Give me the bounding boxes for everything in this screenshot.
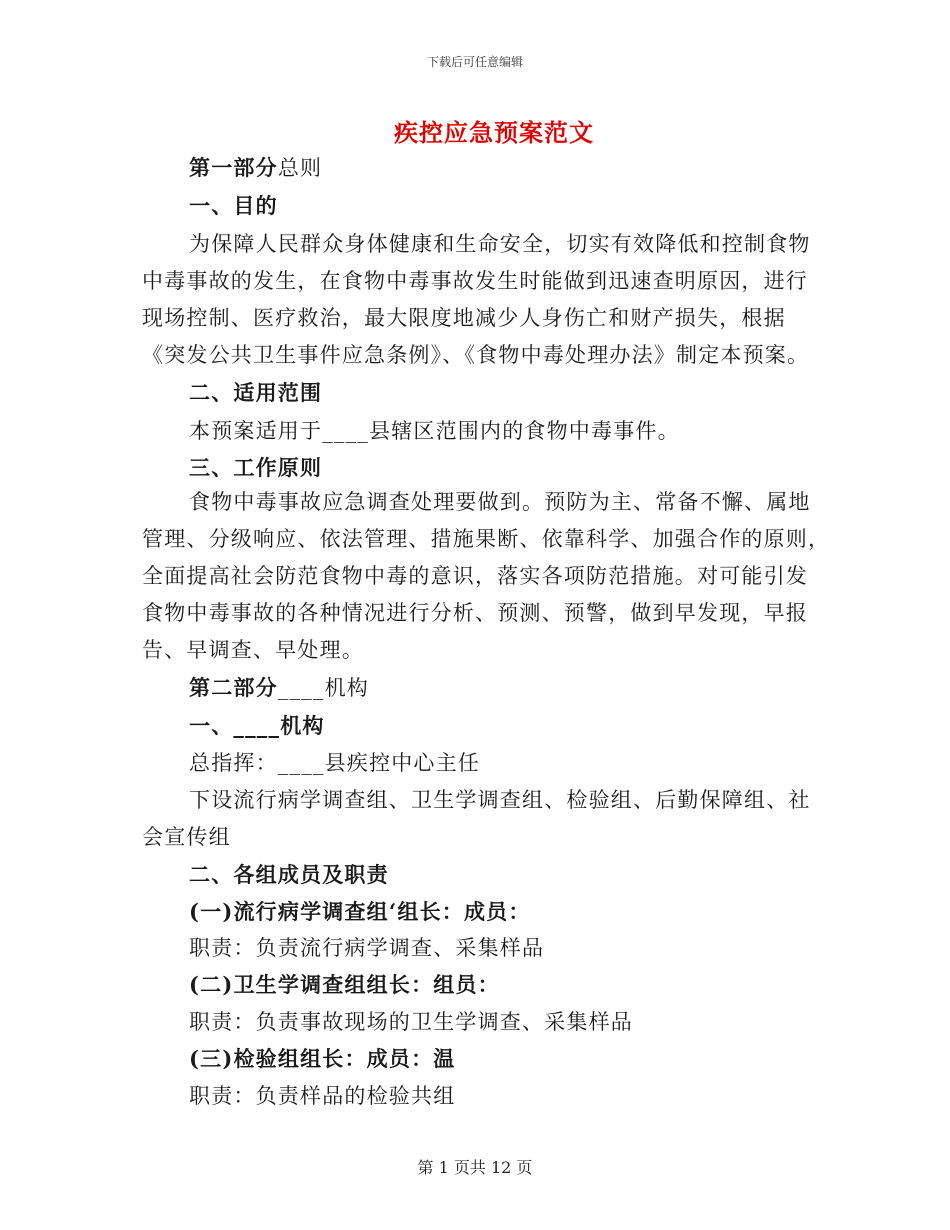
subsection-heading: 一、目的 [189,193,278,218]
paragraph-line: 职责：负责样品的检验共组 [189,1084,456,1108]
paragraph-line: 总指挥：____县疾控中心主任 [189,751,480,775]
paragraph-line: 《突发公共卫生事件应急条例》、《食物中毒处理办法》制定本预案。 [142,343,810,367]
group-heading: (一)流行病学调查组‘组长：成员： [189,899,531,924]
subsection-heading: 二、适用范围 [189,380,323,405]
paragraph-line: 本预案适用于____县辖区范围内的食物中毒事件。 [189,419,680,443]
paragraph-line: 为保障人民群众身体健康和生命安全，切实有效降低和控制食物 [189,232,811,256]
paragraph-line: 食物中毒事故的各种情况进行分析、预测、预警，做到早发现，早报 [142,601,808,625]
page-footer: 第 1 页共 12 页 [417,1158,533,1177]
paragraph-line: 现场控制、医疗救治，最大限度地减少人身伤亡和财产损失，根据 [142,306,786,330]
paragraph-line: 下设流行病学调查组、卫生学调查组、检验组、后勤保障组、社 [189,788,811,812]
paragraph-line: 食物中毒事故应急调查处理要做到。预防为主、常备不懈、属地 [189,490,811,514]
group-heading: (二)卫生学调查组组长：组员： [189,972,500,997]
paragraph-line: 职责：负责流行病学调查、采集样品 [189,936,545,960]
group-heading: (三)检验组组长：成员：温 [189,1046,456,1071]
subsection-heading: 二、各组成员及职责 [189,862,389,887]
paragraph-line: 告、早调查、早处理。 [142,638,364,662]
section-heading: 第一部分总则 [189,155,323,180]
subsection-heading: 一、____机构 [189,713,325,738]
paragraph-line: 管理、分级响应、依法管理、措施果断、依靠科学、加强合作的原则， [142,527,831,551]
page-header: 下载后可任意编辑 [426,55,523,69]
paragraph-line: 全面提高社会防范食物中毒的意识，落实各项防范措施。对可能引发 [142,564,808,588]
paragraph-line: 会宣传组 [142,825,231,849]
document-title: 疾控应急预案范文 [394,118,594,147]
paragraph-line: 中毒事故的发生，在食物中毒事故发生时能做到迅速查明原因，进行 [142,269,808,293]
subsection-heading: 三、工作原则 [189,455,323,480]
section-heading: 第二部分____机构 [189,675,370,700]
paragraph-line: 职责：负责事故现场的卫生学调查、采集样品 [189,1010,633,1034]
